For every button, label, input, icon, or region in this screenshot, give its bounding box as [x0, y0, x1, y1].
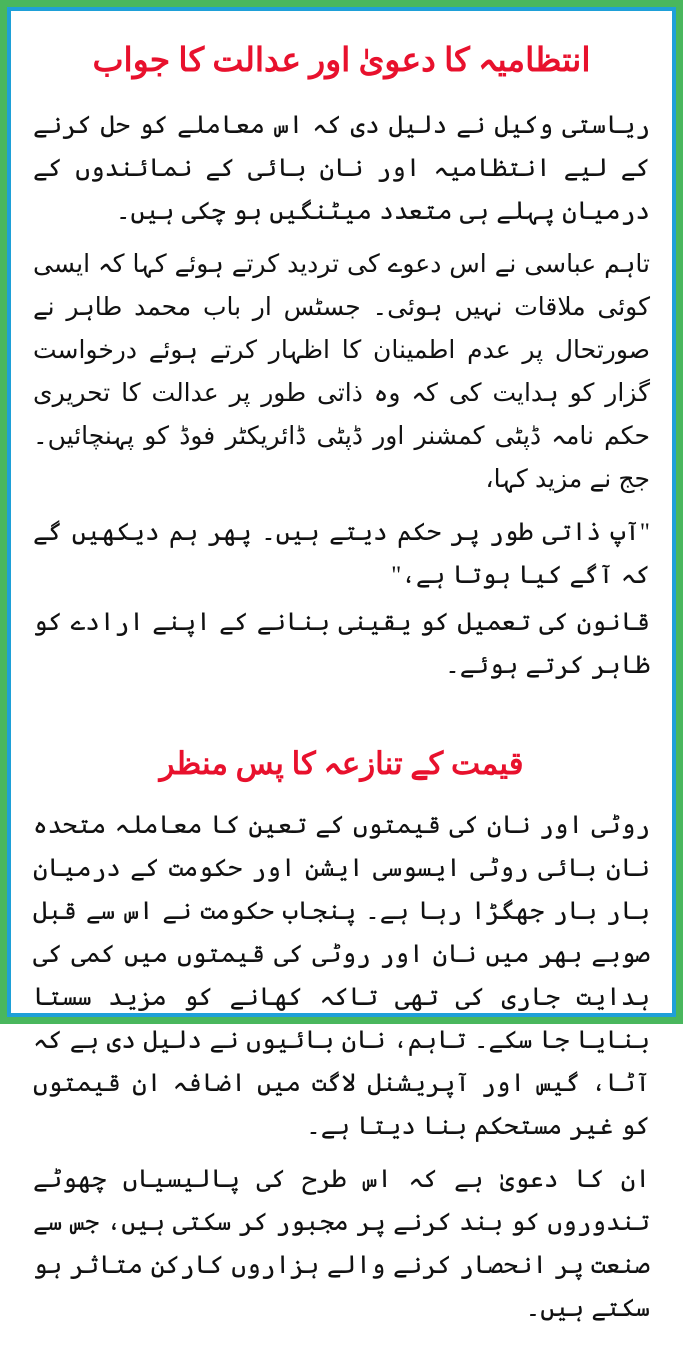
- section-1-paragraph-1: ریاستی وکیل نے دلیل دی کہ اس معاملے کو حل کرنے کے لیے انتظامیہ اور نان بائی کے نمائندوں کے درمیان پہلے ہی متعدد میٹنگیں ہو چکی ہیں۔: [33, 111, 651, 225]
- section-2-paragraph-1: روٹی اور نان کی قیمتوں کے تعین کا معاملہ متحدہ نان بائی روٹی ایسوسی ایشن اور حکومت کے درمیان بار بار جھگڑا رہا ہے۔ پنجاب حکومت نے اس سے قبل صوبے بھر میں نان اور روٹی کی قیمتوں میں کمی کی ہدایت جاری کی تھی تاکہ کھانے کو مزید سستا بنایا جا سکے۔ تاہم، نان بائیوں نے دلیل دی ہے کہ آٹا، گیس اور آپریشنل لاگت میں اضافہ ان قیمتوں کو غیر مستحکم بنا دیتا ہے۔: [33, 812, 651, 1141]
- section-divider-spacer: [33, 697, 650, 713]
- section-1-quote: "آپ ذاتی طور پر حکم دیتے ہیں۔ پھر ہم دیکھیں گے کہ آگے کیا ہوتا ہے،": [33, 518, 650, 589]
- section-1-paragraph-3: قانون کی تعمیل کو یقینی بنانے کے اپنے ارادے کو ظاہر کرتے ہوئے۔: [33, 608, 650, 679]
- section-1-paragraph-2: تاہم عباسی نے اس دعوے کی تردید کرتے ہوئے کہا کہ ایسی کوئی ملاقات نہیں ہوئی۔ جسٹس ار باب محمد طاہر نے صورتحال پر عدم اطمینان کا اظہار کرتے ہوئے درخواست گزار کو ہدایت کی کہ وہ ذاتی طور پر عدالت کا تحریری حکم نامہ ڈپٹی کمشنر اور ڈپٹی ڈائریکٹر فوڈ کو پہنچائیں۔ جج نے مزید کہا،: [33, 250, 650, 493]
- document-content: [7, 7, 676, 1350]
- section-2-heading: قیمت کے تنازعہ کا پس منظر: [159, 745, 524, 781]
- section-2-paragraph-2: ان کا دعویٰ ہے کہ اس طرح کی پالیسیاں چھوٹے تندوروں کو بند کرنے پر مجبور کر سکتی ہیں، جس سے صنعت پر انحصار کرنے والے ہزاروں کارکن متاثر ہو سکتے ہیں۔: [33, 1166, 651, 1323]
- section-1-heading: انتظامیہ کا دعویٰ اور عدالت کا جواب: [92, 43, 591, 79]
